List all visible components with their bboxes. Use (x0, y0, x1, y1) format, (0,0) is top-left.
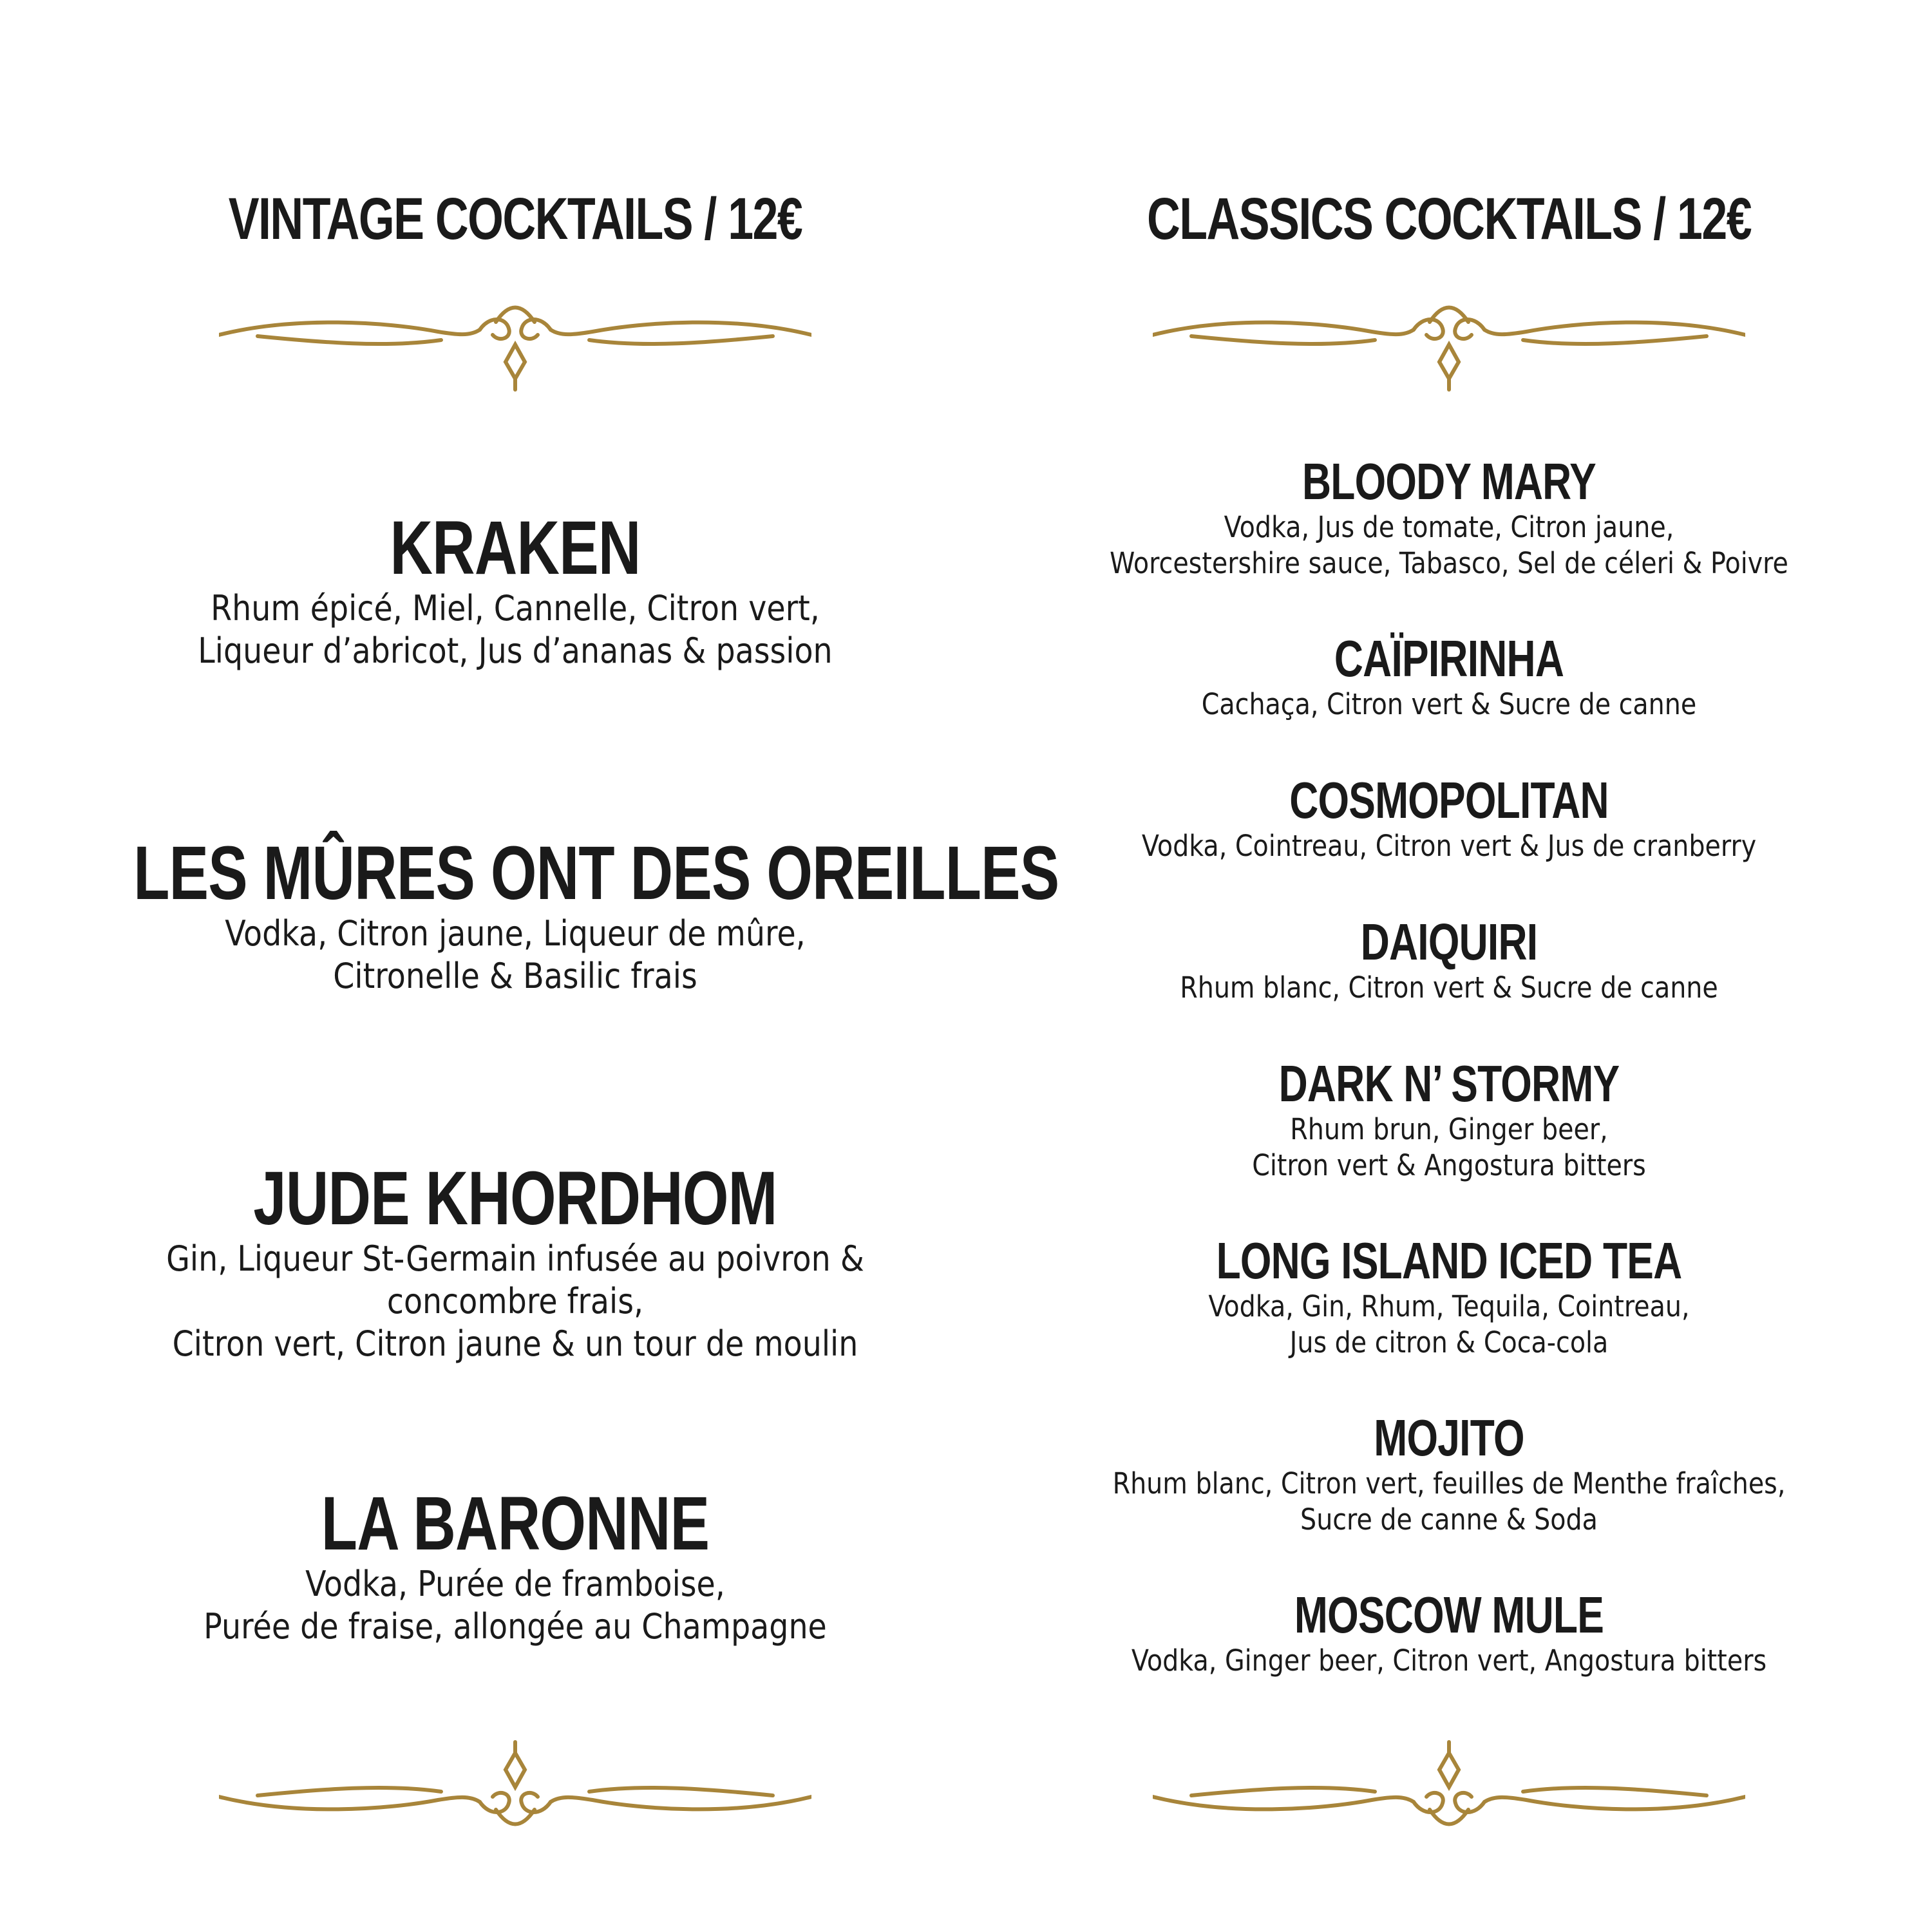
cocktail-ingredients: Vodka, Gin, Rhum, Tequila, Cointreau, Jus de citron & Coca-cola (1208, 1289, 1690, 1359)
cocktail-ingredients: Vodka, Jus de tomate, Citron jaune, Worcestershire sauce, Tabasco, Sel de céleri & Poivre (1110, 510, 1788, 580)
cocktail-name: KRAKEN (390, 506, 641, 591)
cocktail-ingredients: Rhum blanc, Citron vert, feuilles de Menthe fraîches, Sucre de canne & Soda (1112, 1466, 1786, 1537)
cocktail-name: COSMOPOLITAN (1289, 772, 1609, 829)
cocktail-ingredients: Rhum blanc, Citron vert & Sucre de canne (1180, 971, 1718, 1005)
cocktail-name: CAÏPIRINHA (1334, 630, 1564, 687)
cocktail-name: LONG ISLAND ICED TEA (1216, 1232, 1682, 1289)
cocktail-name: BLOODY MARY (1302, 453, 1596, 510)
gold-flourish-divider-icon (219, 1739, 811, 1829)
cocktail-name: DARK N’ STORMY (1278, 1055, 1620, 1112)
cocktail-ingredients: Vodka, Citron jaune, Liqueur de mûre, Citronelle & Basilic frais (225, 913, 806, 996)
cocktail-ingredients: Vodka, Ginger beer, Citron vert, Angostura bitters (1131, 1643, 1767, 1678)
vintage-item (26, 1156, 1005, 1365)
classics-cocktails-section (992, 0, 1906, 1932)
cocktail-name: LES MÛRES ONT DES OREILLES (133, 831, 1059, 916)
classics-item (992, 1587, 1906, 1679)
classics-item (992, 773, 1906, 864)
classics-section-title: CLASSICS COCKTAILS / 12€ (1146, 186, 1752, 252)
cocktail-ingredients: Vodka, Purée de framboise, Purée de fraise, allongée au Champagne (204, 1564, 827, 1647)
classics-item (992, 1410, 1906, 1538)
classics-item (992, 914, 1906, 1006)
classics-item (992, 454, 1906, 582)
classics-item (992, 631, 1906, 723)
vintage-cocktails-section (26, 0, 1059, 1932)
vintage-item (26, 1481, 1005, 1648)
classics-item (992, 1056, 1906, 1184)
cocktail-name: MOJITO (1374, 1409, 1524, 1466)
gold-flourish-divider-icon (1153, 1739, 1745, 1829)
cocktail-name: MOSCOW MULE (1294, 1586, 1604, 1643)
gold-flourish-divider-icon (219, 303, 811, 393)
cocktail-ingredients: Rhum brun, Ginger beer, Citron vert & Angostura bitters (1252, 1112, 1646, 1182)
vintage-item (26, 831, 1059, 998)
cocktail-name: JUDE KHORDHOM (253, 1156, 777, 1241)
gold-flourish-divider-icon (1153, 303, 1745, 393)
cocktail-ingredients: Gin, Liqueur St-Germain infusée au poivron & concombre frais, Citron vert, Citron jaune & un tour de moulin (166, 1238, 864, 1364)
vintage-item (26, 506, 1005, 672)
cocktail-name: LA BARONNE (321, 1481, 710, 1566)
cocktail-ingredients: Rhum épicé, Miel, Cannelle, Citron vert, Liqueur d’abricot, Jus d’ananas & passion (198, 588, 833, 671)
classics-item (992, 1233, 1906, 1361)
cocktail-ingredients: Cachaça, Citron vert & Sucre de canne (1201, 687, 1697, 721)
cocktail-ingredients: Vodka, Cointreau, Citron vert & Jus de cranberry (1141, 829, 1757, 863)
cocktail-name: DAIQUIRI (1360, 913, 1538, 971)
vintage-section-title: VINTAGE COCKTAILS / 12€ (228, 186, 802, 252)
